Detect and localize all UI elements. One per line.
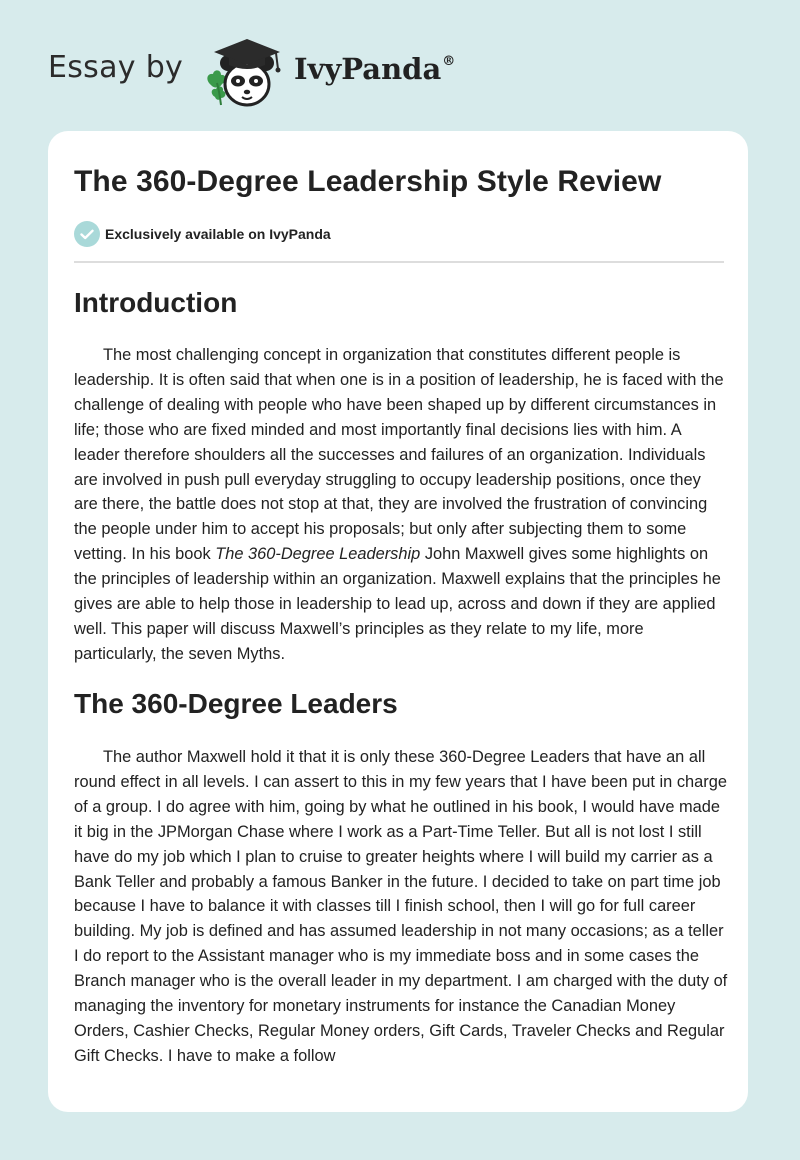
essay-card: [48, 131, 748, 1112]
section-paragraph-introduction: [74, 343, 729, 667]
trademark-symbol: ®: [442, 54, 456, 69]
ivypanda-logo-icon[interactable]: [202, 35, 288, 111]
essay-title: The 360-Degree Leadership Style Review: [74, 165, 662, 198]
brand-name: IvyPanda: [294, 52, 442, 86]
site-header: [48, 30, 508, 110]
divider: [74, 261, 724, 263]
paragraph-text: John Maxwell gives some highlights on the principles of leadership within an organization. Maxwell explains that the principles he gives are able to help those in leadership to lead up, across and down if they are applied well. This paper will discuss Maxwell’s principles as they relate to my life, more particularly, the seven Myths.: [74, 545, 721, 663]
section-heading-360-degree-leaders: The 360-Degree Leaders: [74, 688, 398, 719]
exclusive-badge: [74, 221, 331, 247]
check-icon: [74, 221, 100, 247]
essay-by-label: Essay by: [48, 50, 184, 85]
book-title: The 360-Degree Leadership: [215, 545, 421, 564]
ivypanda-brand[interactable]: [294, 52, 454, 86]
section-heading-introduction: Introduction: [74, 287, 238, 318]
paragraph-text: The most challenging concept in organization that constitutes different people is leadership. It is often said that when one is in a position of leadership, he is faced with the challenge of dealing with people who have been shaped up by different circumstances in life; those who are fixed minded and most importantly final decisions lies with him. A leader therefore shoulders all the successes and failures of an organization. Individuals are involved in push pull everyday struggling to occupy leadership positions, once they are there, the battle does not stop at that, they are involved the frustration of convincing the people under him to accept his proposals; but only after subjecting them to some vetting. In his book: [74, 346, 724, 564]
exclusive-label: Exclusively available on IvyPanda: [105, 226, 331, 242]
section-paragraph-360-degree-leaders: The author Maxwell hold it that it is only these 360-Degree Leaders that have an all round effect in all levels. I can assert to this in my few years that I have been put in charge of a group. I do agree with him, going by what he outlined in his book, I would have made it big in the JPMorgan Chase where I work as a Part-Time Teller. But all is not lost I still have do my job which I plan to cruise to greater heights where I will build my carrier as a Bank Teller and probably a famous Banker in the future. I decided to take on part time job because I have to balance it with classes till I finish school, then I will go for full career building. My job is defined and has assumed leadership in not many occasions; as a teller I do report to the Assistant manager who is my immediate boss and in some cases the Branch manager who is the overall leader in my department. I am charged with the duty of managing the inventory for monetary instruments for instance the Canadian Money Orders, Cashier Checks, Regular Money orders, Gift Cards, Traveler Checks and Regular Gift Checks. I have to make a follow: [74, 748, 728, 1065]
